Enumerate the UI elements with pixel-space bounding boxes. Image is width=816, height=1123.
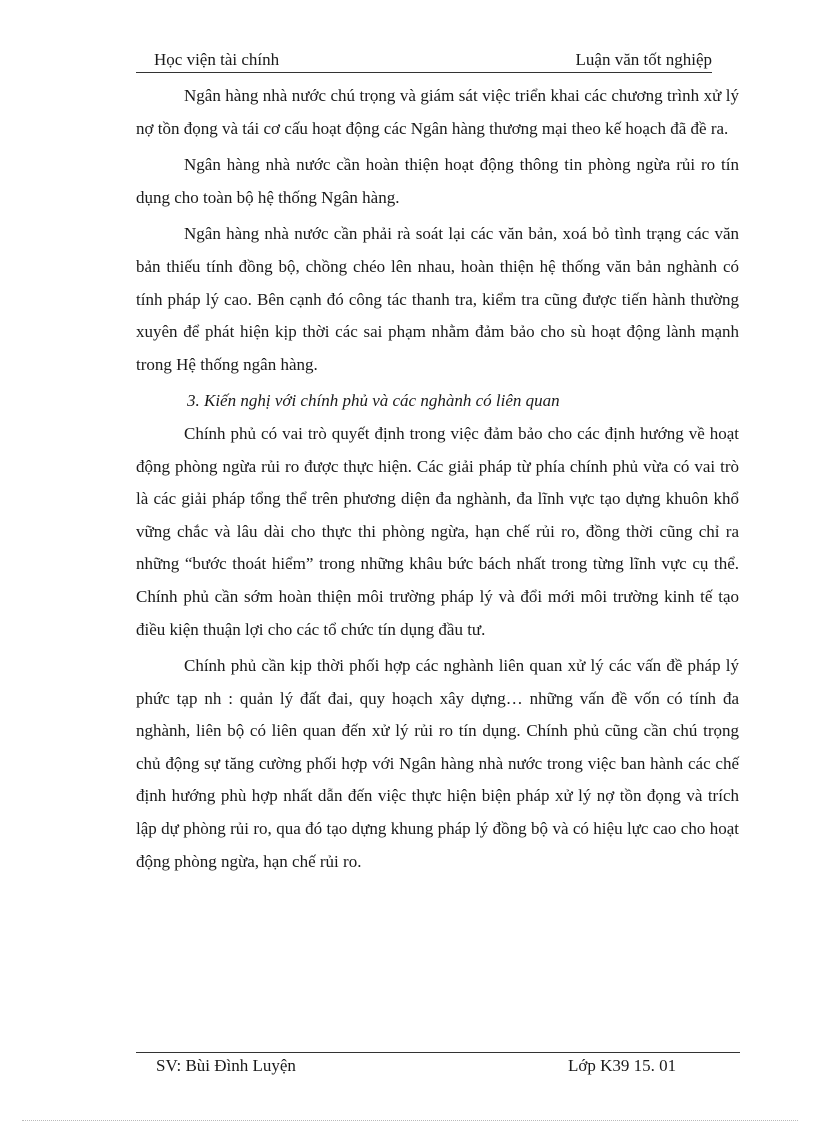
header-doc-type: Luận văn tốt nghiệp [575, 50, 712, 69]
page-footer [136, 1053, 740, 1077]
paragraph: Ngân hàng nhà nước cần phải rà soát lại các văn bản, xoá bỏ tình trạng các văn bản thiếu tính đồng bộ, chồng chéo lên nhau, hoàn thiện hệ thống văn bản nghành có tính pháp lý cao. Bên cạnh đó công tác thanh tra, kiểm tra cũng được tiến hành thường xuyên để phát hiện kịp thời các sai phạm nhằm đảm bảo cho sù hoạt động lành mạnh trong Hệ thống ngân hàng. [136, 224, 739, 374]
paragraph: Ngân hàng nhà nước cần hoàn thiện hoạt động thông tin phòng ngừa rủi ro tín dụng cho toàn bộ hệ thống Ngân hàng. [136, 155, 739, 207]
paragraph: Chính phủ cần kịp thời phối hợp các nghành liên quan xử lý các vấn đề pháp lý phức tạp nh : quản lý đất đai, quy hoạch xây dựng… những vấn đề vốn có tính đa nghành, liên bộ có liên quan đến xử lý rủi ro tín dụng. Chính phủ cũng cần chú trọng chủ động sự tăng cường phối hợp với Ngân hàng nhà nước trong việc ban hành các chế định hướng phù hợp nhất dẫn đến việc thực hiện biện pháp xử lý nợ tồn đọng và trích lập dự phòng rủi ro, qua đó tạo dựng khung pháp lý đồng bộ và có hiệu lực cao cho hoạt động phòng ngừa, hạn chế rủi ro. [136, 656, 739, 871]
document-body [136, 80, 739, 882]
paragraph: Chính phủ có vai trò quyết định trong việc đảm bảo cho các định hướng về hoạt động phòng ngừa rủi ro được thực hiện. Các giải pháp từ phía chính phủ vừa có vai trò là các giải pháp tổng thể trên phương diện đa nghành, đa lĩnh vực tạo dựng khuôn khổ vững chắc và lâu dài cho thực thi phòng ngừa, hạn chế rủi ro, đồng thời cũng chỉ ra những “bước thoát hiểm” trong những khâu bức bách nhất trong từng lĩnh vực cụ thể. Chính phủ cần sớm hoàn thiện môi trường pháp lý và đổi mới môi trường kinh tế tạo điều kiện thuận lợi cho các tổ chức tín dụng đầu tư. [136, 423, 739, 639]
header-institution: Học viện tài chính [154, 50, 280, 69]
page-break-line [22, 1120, 798, 1121]
section-heading: 3. Kiến nghị với chính phủ và các nghành có liên quan [187, 391, 560, 411]
footer-class: Lớp K39 15. 01 [568, 1056, 677, 1075]
page-header [136, 48, 712, 73]
footer-student: SV: Bùi Đình Luyện [156, 1056, 296, 1075]
paragraph: Ngân hàng nhà nước chú trọng và giám sát việc triển khai các chương trình xử lý nợ tồn đọng và tái cơ cấu hoạt động các Ngân hàng thương mại theo kế hoạch đã đề ra. [136, 86, 739, 138]
